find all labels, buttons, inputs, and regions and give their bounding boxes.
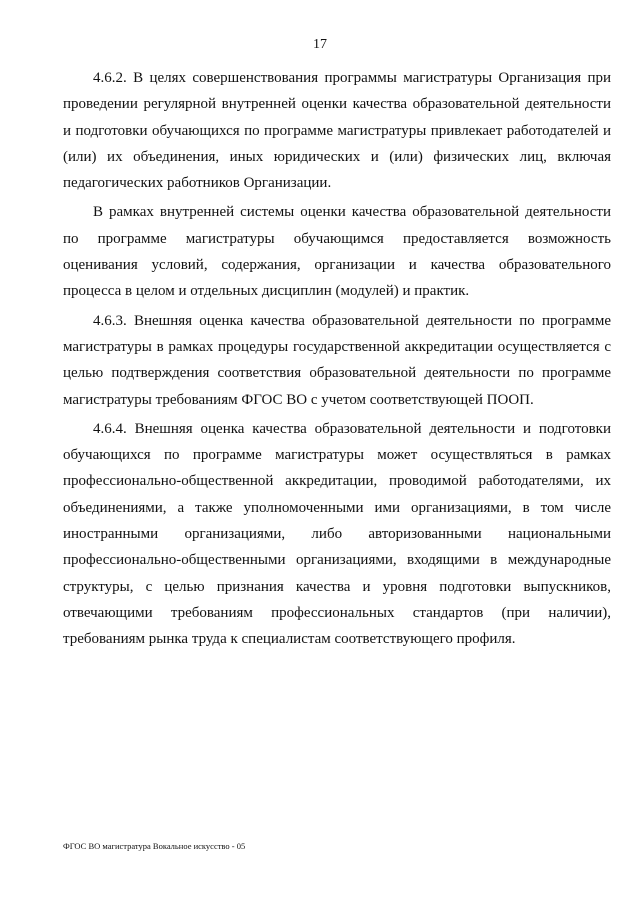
paragraph-internal-assessment: В рамках внутренней системы оценки качества образовательной деятельности по программе магистратуры обучающимся предоставляется возможность оценивания условий, содержания, организации и качества образовательного процесса в целом и отдельных дисциплин (модулей) и практик.: [63, 204, 611, 300]
paragraph-4-6-2: 4.6.2. В целях совершенствования программы магистратуры Организация при проведении регулярной внутренней оценки качества образовательной деятельности и подготовки обучающихся по программе магистратуры привлекает работодателей и (или) их объединения, иных юридических и (или) физических лиц, включая педагогических работников Организации.: [63, 70, 611, 192]
page-number: 17: [313, 37, 327, 52]
page-footer: ФГОС ВО магистратура Вокальное искусство - 05: [63, 841, 246, 851]
document-body: [63, 65, 611, 656]
paragraph-4-6-4: 4.6.4. Внешняя оценка качества образовательной деятельности и подготовки обучающихся по программе магистратуры может осуществляться в рамках профессионально-общественной аккредитации, проводимой работодателями, их объединениями, а также уполномоченными ими организациями, в том числе иностранными организациями, либо авторизованными национальными профессионально-общественными организациями, входящими в международные структуры, с целью признания качества и уровня подготовки выпускников, отвечающими требованиям профессиональных стандартов (при наличии), требованиям рынка труда к специалистам соответствующего профиля.: [63, 420, 611, 648]
paragraph-4-6-3: 4.6.3. Внешняя оценка качества образовательной деятельности по программе магистратуры в рамках процедуры государственной аккредитации осуществляется с целью подтверждения соответствия образовательной деятельности по программе магистратуры требованиям ФГОС ВО с учетом соответствующей ПООП.: [63, 312, 611, 408]
